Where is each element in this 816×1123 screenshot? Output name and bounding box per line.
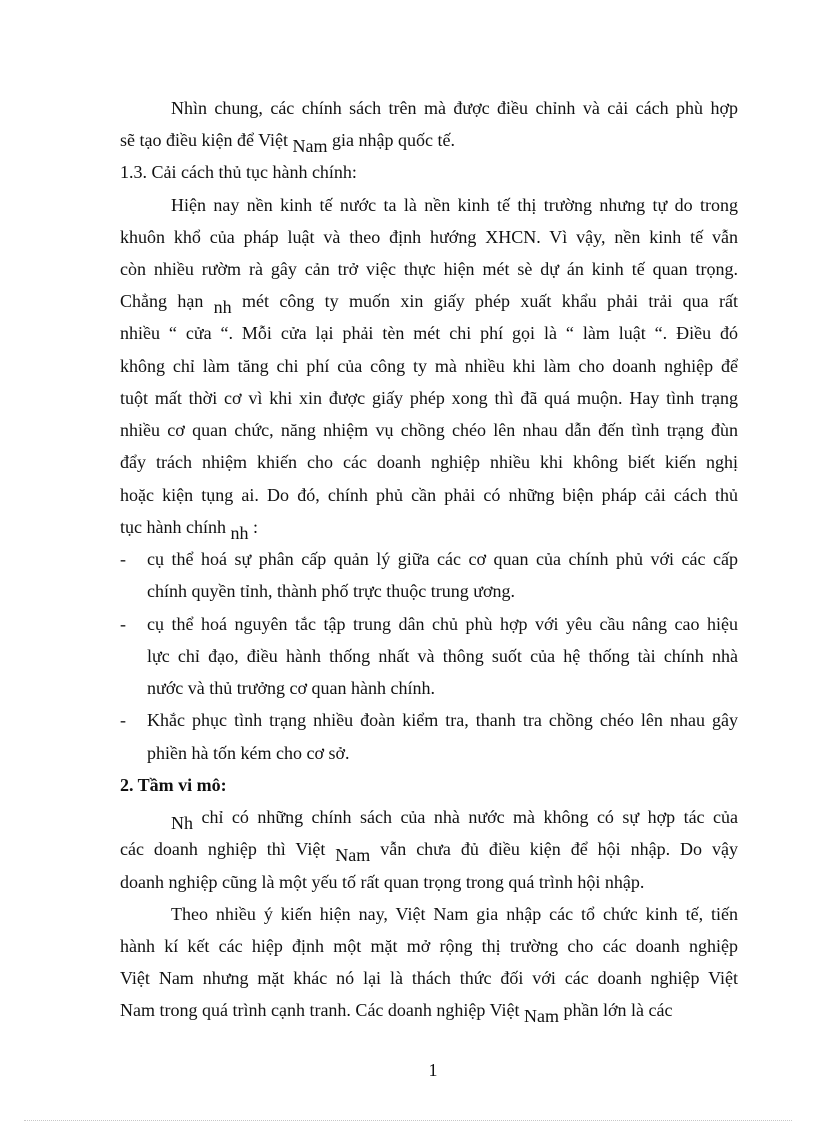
paragraph-line: hoặc kiện tụng ai. Do đó, chính phủ cần phải có những biện pháp cải cách thủ xyxy=(120,485,738,505)
bullet-dash: - xyxy=(120,549,126,569)
list-item-line: cụ thể hoá sự phân cấp quản lý giữa các cơ quan của chính phủ với các cấp xyxy=(147,549,738,569)
list-item-line: cụ thể hoá nguyên tắc tập trung dân chủ phù hợp với yêu cầu nâng cao hiệu xyxy=(147,614,738,634)
bullet-dash: - xyxy=(120,710,126,730)
paragraph-line: tục hành chính nh : xyxy=(120,517,258,543)
paragraph-line: đẩy trách nhiệm khiến cho các doanh nghiệp nhiều khi không biết kiến nghị xyxy=(120,452,738,472)
paragraph-line: Việt Nam nhưng mặt khác nó lại là thách thức đối với các doanh nghiệp Việt xyxy=(120,968,738,988)
list-item-line: chính quyền tỉnh, thành phố trực thuộc trung ương. xyxy=(147,581,515,601)
paragraph-line: Nh chỉ có những chính sách của nhà nước mà không có sự hợp tác của xyxy=(171,807,738,833)
list-item-line: lực chỉ đạo, điều hành thống nhất và thông suốt của hệ thống tài chính nhà xyxy=(147,646,738,666)
list-item-line: Khắc phục tình trạng nhiều đoàn kiểm tra, thanh tra chồng chéo lên nhau gây xyxy=(147,710,738,730)
paragraph-line: còn nhiều rườm rà gây cản trở việc thực hiện mét sè dự án kinh tế quan trọng. xyxy=(120,259,738,279)
bullet-dash: - xyxy=(120,614,126,634)
paragraph-line: các doanh nghiệp thì Việt Nam vẫn chưa đủ điều kiện để hội nhập. Do vậy xyxy=(120,839,738,865)
paragraph-line: Theo nhiều ý kiến hiện nay, Việt Nam gia nhập các tổ chức kinh tế, tiến xyxy=(171,904,738,924)
paragraph-line: doanh nghiệp cũng là một yếu tố rất quan trọng trong quá trình hội nhập. xyxy=(120,872,645,892)
paragraph-line: nhiều cơ quan chức, năng nhiệm vụ chồng chéo lên nhau dẫn đến tình trạng đùn xyxy=(120,420,738,440)
paragraph-line: Nam trong quá trình cạnh tranh. Các doanh nghiệp Việt Nam phần lớn là các xyxy=(120,1000,673,1026)
paragraph-line: tuột mất thời cơ vì khi xin được giấy phép xong thì đã quá muộn. Hay tình trạng xyxy=(120,388,738,408)
paragraph-line: sẽ tạo điều kiện để Việt Nam gia nhập quốc tế. xyxy=(120,130,456,156)
section-heading: 1.3. Cải cách thủ tục hành chính: xyxy=(120,162,357,182)
paragraph-line: Chẳng hạn nh mét công ty muốn xin giấy phép xuất khẩu phải trải qua rất xyxy=(120,291,738,317)
page-bottom-divider xyxy=(24,1120,792,1121)
paragraph-line: Hiện nay nền kinh tế nước ta là nền kinh tế thị trường nhưng tự do trong xyxy=(171,195,738,215)
list-item-line: phiền hà tốn kém cho cơ sở. xyxy=(147,743,350,763)
section-heading: 2. Tầm vi mô: xyxy=(120,775,227,795)
paragraph-line: hành kí kết các hiệp định một mặt mở rộng thị trường cho các doanh nghiệp xyxy=(120,936,738,956)
page-number: 1 xyxy=(428,1060,438,1080)
paragraph-line: khuôn khổ của pháp luật và theo định hướng XHCN. Vì vậy, nền kinh tế vẫn xyxy=(120,227,738,247)
paragraph-line: Nhìn chung, các chính sách trên mà được điều chỉnh và cải cách phù hợp xyxy=(171,98,738,118)
list-item-line: nước và thủ trưởng cơ quan hành chính. xyxy=(147,678,435,698)
paragraph-line: không chỉ làm tăng chi phí của công ty mà nhiều khi làm cho doanh nghiệp để xyxy=(120,356,738,376)
paragraph-line: nhiều “ cửa “. Mỗi cửa lại phải tèn mét chi phí gọi là “ làm luật “. Điều đó xyxy=(120,323,738,343)
